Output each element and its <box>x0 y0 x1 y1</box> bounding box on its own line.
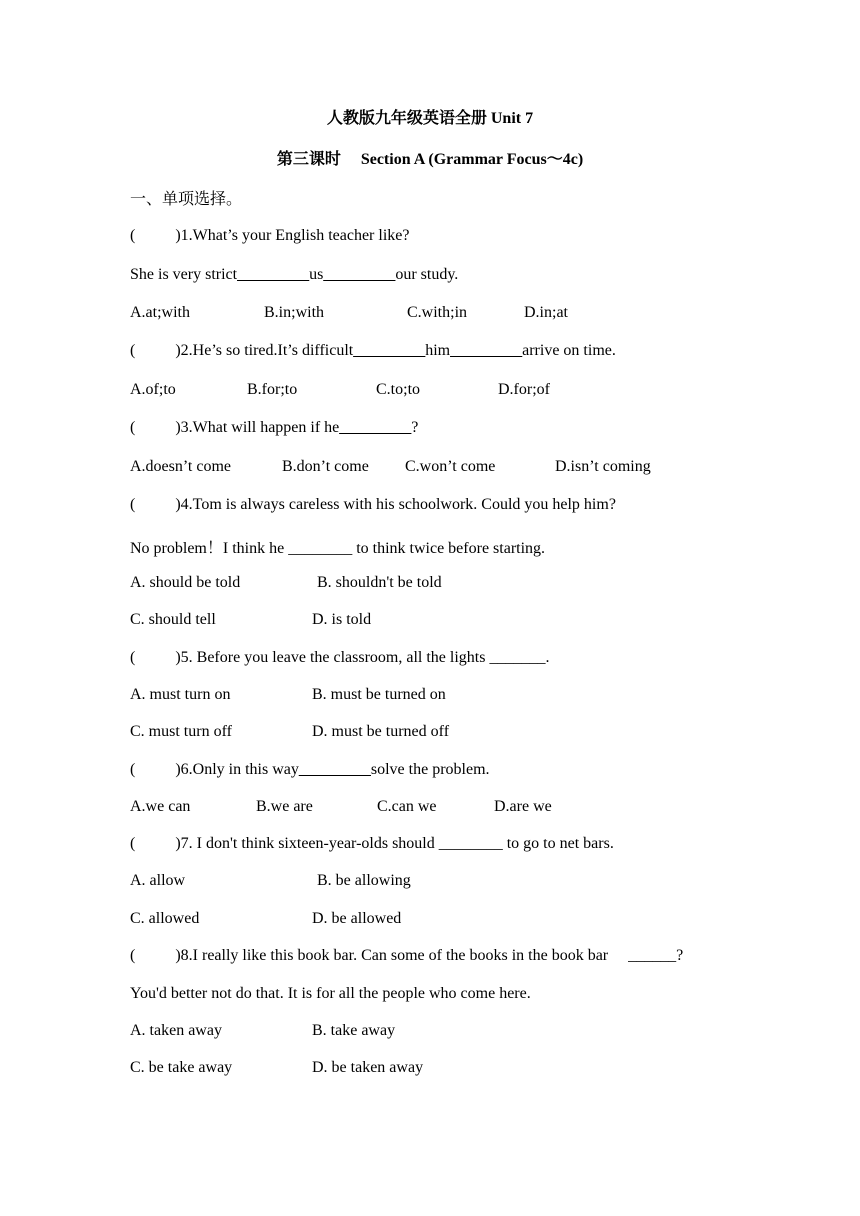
q6-option-b: B.we are <box>256 798 313 815</box>
q6-blank: _________ <box>298 761 371 778</box>
q7-option-d: D. be allowed <box>312 910 402 927</box>
q1-text-a: She is very strict <box>130 266 238 283</box>
q2-text-b: him <box>425 342 451 359</box>
q8-option-c: C. be take away <box>130 1059 233 1076</box>
q2-blank-a: _________ <box>353 342 426 359</box>
q4-option-b: B. shouldn't be told <box>317 574 442 591</box>
q1-blank-b: _________ <box>323 266 396 283</box>
question-2-stem <box>130 342 616 360</box>
q5-option-b: B. must be turned on <box>312 686 446 703</box>
q3-blank: _________ <box>339 419 412 436</box>
q5-option-d: D. must be turned off <box>312 723 450 740</box>
q1-blank-a: _________ <box>237 266 310 283</box>
q2-text-c: arrive on time. <box>522 342 616 359</box>
q3-text-b: ? <box>411 419 419 436</box>
q3-option-b: B.don’t come <box>282 458 369 475</box>
q1-text-c: our study. <box>395 266 459 283</box>
q6-option-a: A.we can <box>130 798 191 815</box>
question-4-stem: ( )4.Tom is always careless with his schoolwork. Could you help him? <box>130 496 616 513</box>
q2-option-b: B.for;to <box>247 381 298 398</box>
question-6-stem <box>130 761 490 779</box>
q8-option-d: D. be taken away <box>312 1059 424 1076</box>
q6-text-b: solve the problem. <box>370 761 490 778</box>
question-1-stem: ( )1.What’s your English teacher like? <box>130 227 410 244</box>
q1-option-a: A.at;with <box>130 304 190 321</box>
question-5-stem: ( )5. Before you leave the classroom, all the lights _______. <box>130 649 550 666</box>
question-3-stem <box>130 419 418 437</box>
section-heading: 一、单项选择。 <box>130 191 243 208</box>
q2-blank-b: _________ <box>450 342 523 359</box>
q7-option-b: B. be allowing <box>317 872 411 889</box>
q5-option-a: A. must turn on <box>130 686 231 703</box>
q4-option-d: D. is told <box>312 611 372 628</box>
question-7-stem: ( )7. I don't think sixteen-year-olds should ________ to go to net bars. <box>130 835 614 852</box>
q2-option-c: C.to;to <box>376 381 421 398</box>
q6-option-c: C.can we <box>377 798 437 815</box>
q3-option-a: A.doesn’t come <box>130 458 232 475</box>
q6-text-a: ( )6.Only in this way <box>130 761 299 778</box>
document-title: 人教版九年级英语全册 Unit 7 <box>326 110 534 127</box>
q5-option-c: C. must turn off <box>130 723 232 740</box>
q2-option-a: A.of;to <box>130 381 176 398</box>
q3-option-d: D.isn’t coming <box>555 458 651 475</box>
q2-option-d: D.for;of <box>498 381 550 398</box>
question-1-sentence <box>130 266 458 284</box>
q1-text-b: us <box>309 266 324 283</box>
q1-option-b: B.in;with <box>264 304 325 321</box>
q7-option-a: A. allow <box>130 872 186 889</box>
q1-option-d: D.in;at <box>524 304 568 321</box>
question-4-sentence: No problem！I think he ________ to think twice before starting. <box>130 540 546 557</box>
document-subtitle: 第三课时 Section A (Grammar Focus～4c) <box>276 151 584 168</box>
q8-option-b: B. take away <box>312 1022 396 1039</box>
q1-option-c: C.with;in <box>407 304 468 321</box>
q6-option-d: D.are we <box>494 798 552 815</box>
q7-option-c: C. allowed <box>130 910 200 927</box>
question-8-stem: ( )8.I really like this book bar. Can some of the books in the book bar ______? <box>130 947 684 964</box>
q3-text-a: ( )3.What will happen if he <box>130 419 340 436</box>
q2-text-a: ( )2.He’s so tired.It’s difficult <box>130 342 354 359</box>
q8-option-a: A. taken away <box>130 1022 222 1039</box>
q4-option-c: C. should tell <box>130 611 216 628</box>
q4-option-a: A. should be told <box>130 574 241 591</box>
question-8-sentence: You'd better not do that. It is for all the people who come here. <box>130 985 531 1002</box>
q3-option-c: C.won’t come <box>405 458 496 475</box>
